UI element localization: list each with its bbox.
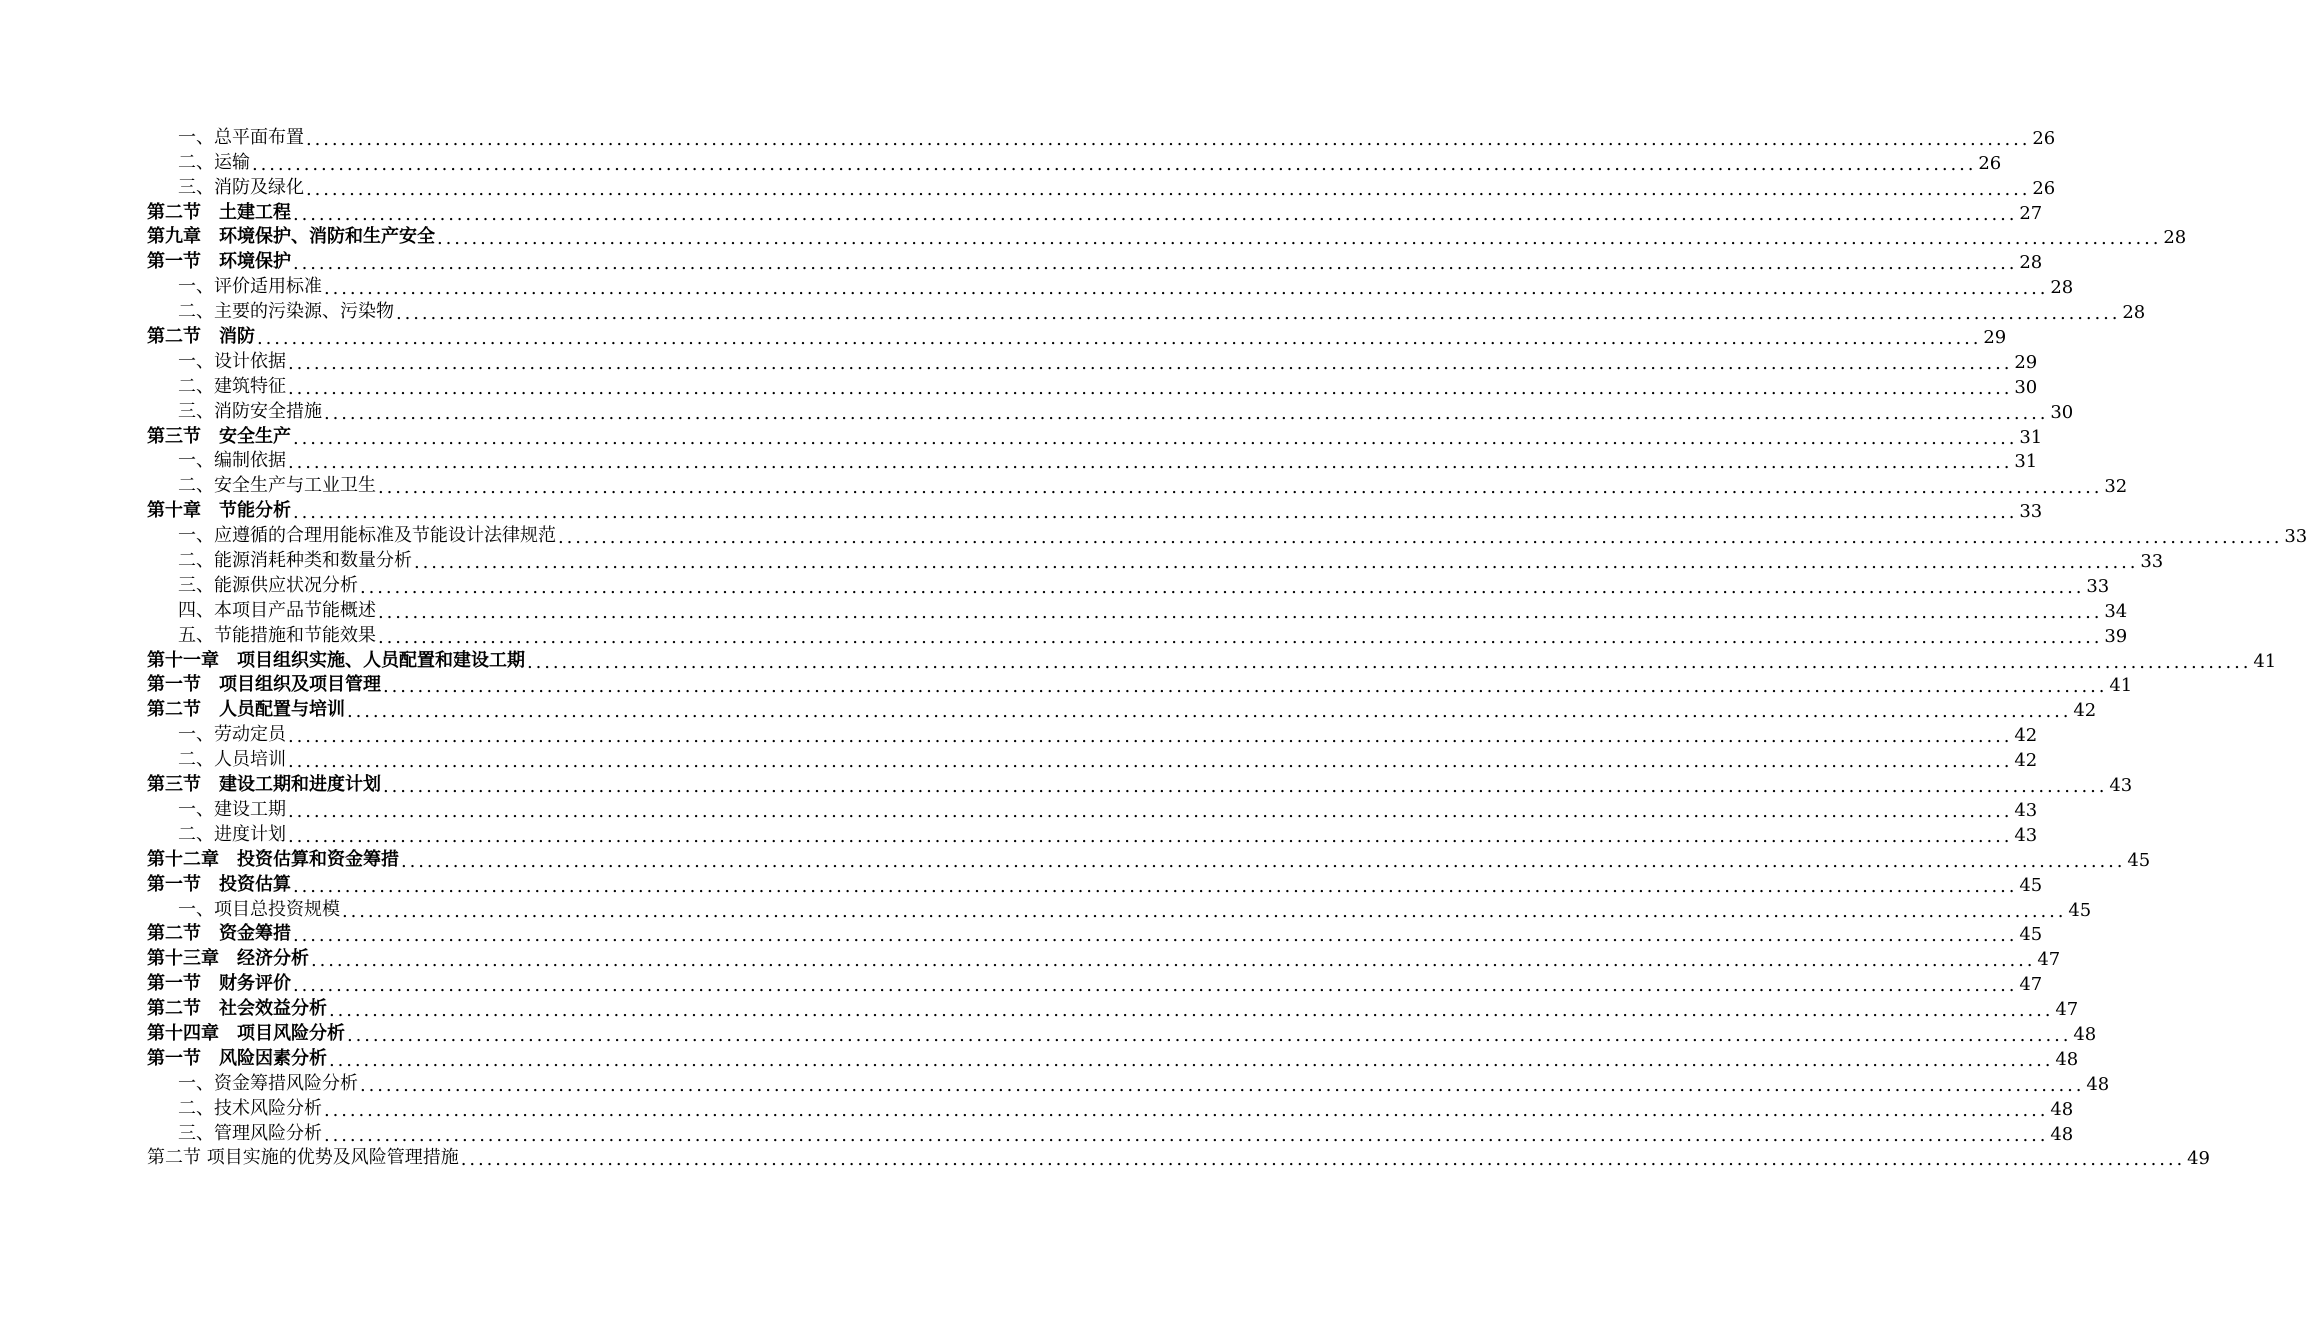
- toc-entry-title: 第二节 社会效益分析: [147, 998, 327, 1020]
- table-of-contents: [147, 124, 2307, 1171]
- toc-page-number: 45: [2019, 924, 2043, 946]
- toc-entry-title: 一、编制依据: [178, 450, 286, 472]
- toc-entry-title: 第十一章 项目组织实施、人员配置和建设工期: [147, 649, 525, 671]
- toc-page-number: 33: [2284, 526, 2307, 548]
- toc-page-number: 33: [2140, 551, 2164, 573]
- toc-entry[interactable]: [147, 945, 2061, 972]
- toc-entry-title: 二、运输: [178, 151, 250, 173]
- toc-page-number: 42: [2014, 750, 2038, 772]
- toc-page-number: 45: [2127, 849, 2151, 871]
- toc-entry-title: 一、项目总投资规模: [178, 898, 340, 920]
- toc-entry-title: 第二节 项目实施的优势及风险管理措施: [147, 1147, 459, 1169]
- toc-entry[interactable]: [147, 746, 2038, 773]
- toc-page-number: 28: [2050, 277, 2074, 299]
- toc-entry[interactable]: [147, 174, 2056, 200]
- toc-entry-title: 第九章 环境保护、消防和生产安全: [147, 226, 435, 248]
- toc-entry-title: 第二节 土建工程: [147, 201, 291, 223]
- toc-page-number: 27: [2019, 202, 2043, 224]
- toc-page-number: 26: [1978, 152, 2002, 174]
- toc-entry-title: 二、能源消耗种类和数量分析: [178, 550, 412, 572]
- toc-entry[interactable]: [147, 248, 2043, 275]
- toc-entry[interactable]: [147, 273, 2074, 300]
- toc-entry-title: 第十章 节能分析: [147, 500, 291, 522]
- toc-entry-title: 二、主要的污染源、污染物: [178, 301, 394, 323]
- toc-dot-leader: ........................................................................................................................................................................................................: [293, 875, 2018, 897]
- toc-page-number: 33: [2086, 575, 2110, 597]
- toc-entry-title: 二、人员培训: [178, 749, 286, 771]
- toc-entry[interactable]: [147, 199, 2043, 225]
- toc-entry[interactable]: [147, 323, 2007, 350]
- toc-entry[interactable]: [147, 472, 2128, 499]
- toc-entry[interactable]: [147, 647, 2277, 673]
- toc-page-number: 47: [2037, 949, 2061, 971]
- toc-dot-leader: ........................................................................................................................................................................................................: [293, 253, 2018, 275]
- toc-dot-leader: ........................................................................................................................................................................................................: [288, 825, 2013, 847]
- toc-page-number: 34: [2104, 600, 2128, 622]
- toc-dot-leader: ........................................................................................................................................................................................................: [558, 527, 2283, 549]
- toc-entry-title: 一、劳动定员: [178, 724, 286, 746]
- toc-page-number: 26: [2032, 177, 2056, 199]
- toc-entry[interactable]: [147, 298, 2146, 325]
- toc-entry-title: 第十二章 投资估算和资金筹措: [147, 848, 399, 870]
- toc-entry[interactable]: [147, 696, 2097, 723]
- toc-entry[interactable]: [147, 497, 2043, 524]
- toc-page-number: 26: [2032, 127, 2056, 149]
- toc-entry[interactable]: [147, 398, 2074, 424]
- toc-dot-leader: ........................................................................................................................................................................................................: [360, 576, 2085, 598]
- toc-entry[interactable]: [147, 871, 2043, 897]
- toc-entry[interactable]: [147, 721, 2038, 748]
- toc-entry-title: 四、本项目产品节能概述: [178, 599, 376, 621]
- toc-dot-leader: ........................................................................................................................................................................................................: [378, 477, 2103, 499]
- toc-entry-title: 第二节 人员配置与培训: [147, 699, 345, 721]
- toc-entry[interactable]: [147, 995, 2079, 1022]
- toc-page-number: 30: [2050, 401, 2074, 423]
- toc-entry[interactable]: [147, 348, 2038, 374]
- toc-page-number: 29: [1983, 327, 2007, 349]
- toc-dot-leader: ........................................................................................................................................................................................................: [293, 427, 2018, 449]
- toc-entry[interactable]: [147, 622, 2128, 648]
- toc-dot-leader: ........................................................................................................................................................................................................: [401, 850, 2126, 872]
- toc-page-number: 33: [2019, 501, 2043, 523]
- toc-page-number: 30: [2014, 376, 2038, 398]
- toc-entry-title: 二、建筑特征: [178, 375, 286, 397]
- toc-entry-title: 第一节 财务评价: [147, 973, 291, 995]
- toc-dot-leader: ........................................................................................................................................................................................................: [396, 303, 2121, 325]
- toc-entry-title: 第一节 项目组织及项目管理: [147, 674, 381, 696]
- toc-dot-leader: ........................................................................................................................................................................................................: [437, 228, 2162, 250]
- toc-entry-title: 三、消防及绿化: [178, 176, 304, 198]
- toc-page-number: 48: [2055, 1048, 2079, 1070]
- toc-entry[interactable]: [147, 970, 2043, 997]
- toc-dot-leader: ........................................................................................................................................................................................................: [347, 701, 2072, 723]
- toc-page-number: 48: [2086, 1073, 2110, 1095]
- toc-entry[interactable]: [147, 547, 2164, 574]
- toc-entry[interactable]: [147, 149, 2002, 175]
- toc-entry-title: 第一节 环境保护: [147, 251, 291, 273]
- toc-dot-leader: ........................................................................................................................................................................................................: [378, 626, 2103, 648]
- toc-page-number: 41: [2253, 650, 2277, 672]
- toc-dot-leader: ........................................................................................................................................................................................................: [293, 925, 2018, 947]
- toc-entry[interactable]: [147, 522, 2307, 549]
- toc-entry[interactable]: [147, 1070, 2110, 1096]
- toc-dot-leader: ........................................................................................................................................................................................................: [252, 153, 1977, 175]
- toc-page-number: 28: [2019, 252, 2043, 274]
- toc-dot-leader: ........................................................................................................................................................................................................: [288, 452, 2013, 474]
- toc-entry-title: 三、管理风险分析: [178, 1122, 322, 1144]
- toc-entry-title: 第一节 风险因素分析: [147, 1047, 327, 1069]
- toc-entry-title: 第三节 建设工期和进度计划: [147, 774, 381, 796]
- toc-dot-leader: ........................................................................................................................................................................................................: [360, 1074, 2085, 1096]
- toc-entry-title: 二、进度计划: [178, 823, 286, 845]
- toc-dot-leader: ........................................................................................................................................................................................................: [383, 676, 2108, 698]
- toc-dot-leader: ........................................................................................................................................................................................................: [378, 601, 2103, 623]
- toc-page-number: 43: [2109, 775, 2133, 797]
- toc-entry-title: 第十四章 项目风险分析: [147, 1022, 345, 1044]
- toc-page-number: 28: [2122, 302, 2146, 324]
- toc-page-number: 48: [2050, 1098, 2074, 1120]
- toc-entry[interactable]: [147, 572, 2110, 598]
- toc-entry-title: 三、消防安全措施: [178, 400, 322, 422]
- toc-dot-leader: ........................................................................................................................................................................................................: [329, 1000, 2054, 1022]
- toc-entry-title: 一、建设工期: [178, 798, 286, 820]
- toc-dot-leader: ........................................................................................................................................................................................................: [288, 352, 2013, 374]
- toc-entry-title: 五、节能措施和节能效果: [178, 624, 376, 646]
- toc-entry-title: 一、资金筹措风险分析: [178, 1072, 358, 1094]
- toc-dot-leader: ........................................................................................................................................................................................................: [293, 203, 2018, 225]
- toc-entry-title: 三、能源供应状况分析: [178, 574, 358, 596]
- toc-entry[interactable]: [147, 1095, 2074, 1121]
- toc-entry-title: 第一节 投资估算: [147, 873, 291, 895]
- toc-page-number: 43: [2014, 824, 2038, 846]
- toc-dot-leader: ........................................................................................................................................................................................................: [460, 1149, 2186, 1171]
- toc-page-number: 47: [2019, 974, 2043, 996]
- toc-entry[interactable]: [147, 448, 2038, 474]
- toc-entry[interactable]: [147, 1045, 2079, 1071]
- toc-entry[interactable]: [147, 896, 2092, 922]
- toc-entry-title: 二、技术风险分析: [178, 1097, 322, 1119]
- toc-entry[interactable]: [147, 796, 2038, 822]
- toc-entry[interactable]: [147, 1120, 2074, 1146]
- toc-entry-title: 第三节 安全生产: [147, 425, 291, 447]
- toc-page-number: 45: [2019, 874, 2043, 896]
- toc-entry-title: 一、设计依据: [178, 350, 286, 372]
- toc-entry-title: 一、评价适用标准: [178, 276, 322, 298]
- toc-page-number: 41: [2109, 675, 2133, 697]
- toc-dot-leader: ........................................................................................................................................................................................................: [347, 1024, 2072, 1046]
- toc-dot-leader: ........................................................................................................................................................................................................: [324, 402, 2049, 424]
- toc-dot-leader: ........................................................................................................................................................................................................: [329, 1049, 2054, 1071]
- toc-entry[interactable]: [147, 597, 2128, 623]
- toc-entry[interactable]: [147, 771, 2133, 798]
- toc-page-number: 43: [2014, 799, 2038, 821]
- toc-dot-leader: ........................................................................................................................................................................................................: [311, 950, 2036, 972]
- toc-dot-leader: ........................................................................................................................................................................................................: [288, 726, 2013, 748]
- toc-dot-leader: ........................................................................................................................................................................................................: [306, 178, 2031, 200]
- toc-dot-leader: ........................................................................................................................................................................................................: [293, 502, 2018, 524]
- toc-entry-title: 二、安全生产与工业卫生: [178, 475, 376, 497]
- toc-dot-leader: ........................................................................................................................................................................................................: [324, 1099, 2049, 1121]
- toc-entry[interactable]: [147, 672, 2133, 698]
- toc-entry[interactable]: [147, 821, 2038, 847]
- toc-entry-title: 一、总平面布置: [178, 126, 304, 148]
- toc-dot-leader: ........................................................................................................................................................................................................: [414, 552, 2139, 574]
- toc-page-number: 48: [2073, 1023, 2097, 1045]
- toc-dot-leader: ........................................................................................................................................................................................................: [383, 776, 2108, 798]
- toc-dot-leader: ........................................................................................................................................................................................................: [257, 328, 1982, 350]
- toc-entry[interactable]: [147, 423, 2043, 449]
- toc-entry[interactable]: [147, 921, 2043, 947]
- toc-page-number: 39: [2104, 625, 2128, 647]
- toc-dot-leader: ........................................................................................................................................................................................................: [342, 900, 2067, 922]
- toc-dot-leader: ........................................................................................................................................................................................................: [293, 975, 2018, 997]
- toc-entry[interactable]: [147, 373, 2038, 399]
- toc-entry[interactable]: [147, 1020, 2097, 1046]
- toc-page-number: 47: [2055, 999, 2079, 1021]
- toc-entry[interactable]: [147, 1145, 2210, 1171]
- toc-page-number: 28: [2163, 227, 2187, 249]
- toc-entry-title: 一、应遵循的合理用能标准及节能设计法律规范: [178, 525, 556, 547]
- toc-dot-leader: ........................................................................................................................................................................................................: [288, 377, 2013, 399]
- toc-dot-leader: ........................................................................................................................................................................................................: [324, 278, 2049, 300]
- toc-entry-title: 第十三章 经济分析: [147, 948, 309, 970]
- toc-entry[interactable]: [147, 224, 2187, 250]
- toc-dot-leader: ........................................................................................................................................................................................................: [306, 128, 2031, 150]
- toc-page-number: 31: [2019, 426, 2043, 448]
- toc-entry[interactable]: [147, 124, 2056, 150]
- toc-dot-leader: ........................................................................................................................................................................................................: [324, 1124, 2049, 1146]
- toc-dot-leader: ........................................................................................................................................................................................................: [288, 751, 2013, 773]
- toc-page-number: 31: [2014, 451, 2038, 473]
- toc-entry-title: 第二节 消防: [147, 326, 255, 348]
- toc-dot-leader: ........................................................................................................................................................................................................: [527, 651, 2252, 673]
- toc-page-number: 45: [2068, 899, 2092, 921]
- toc-dot-leader: ........................................................................................................................................................................................................: [288, 800, 2013, 822]
- toc-page-number: 42: [2014, 725, 2038, 747]
- toc-entry-title: 第二节 资金筹措: [147, 923, 291, 945]
- toc-page-number: 48: [2050, 1123, 2074, 1145]
- toc-entry[interactable]: [147, 846, 2151, 872]
- toc-page-number: 49: [2187, 1148, 2210, 1170]
- toc-page-number: 32: [2104, 476, 2128, 498]
- toc-page-number: 42: [2073, 700, 2097, 722]
- toc-page-number: 29: [2014, 351, 2038, 373]
